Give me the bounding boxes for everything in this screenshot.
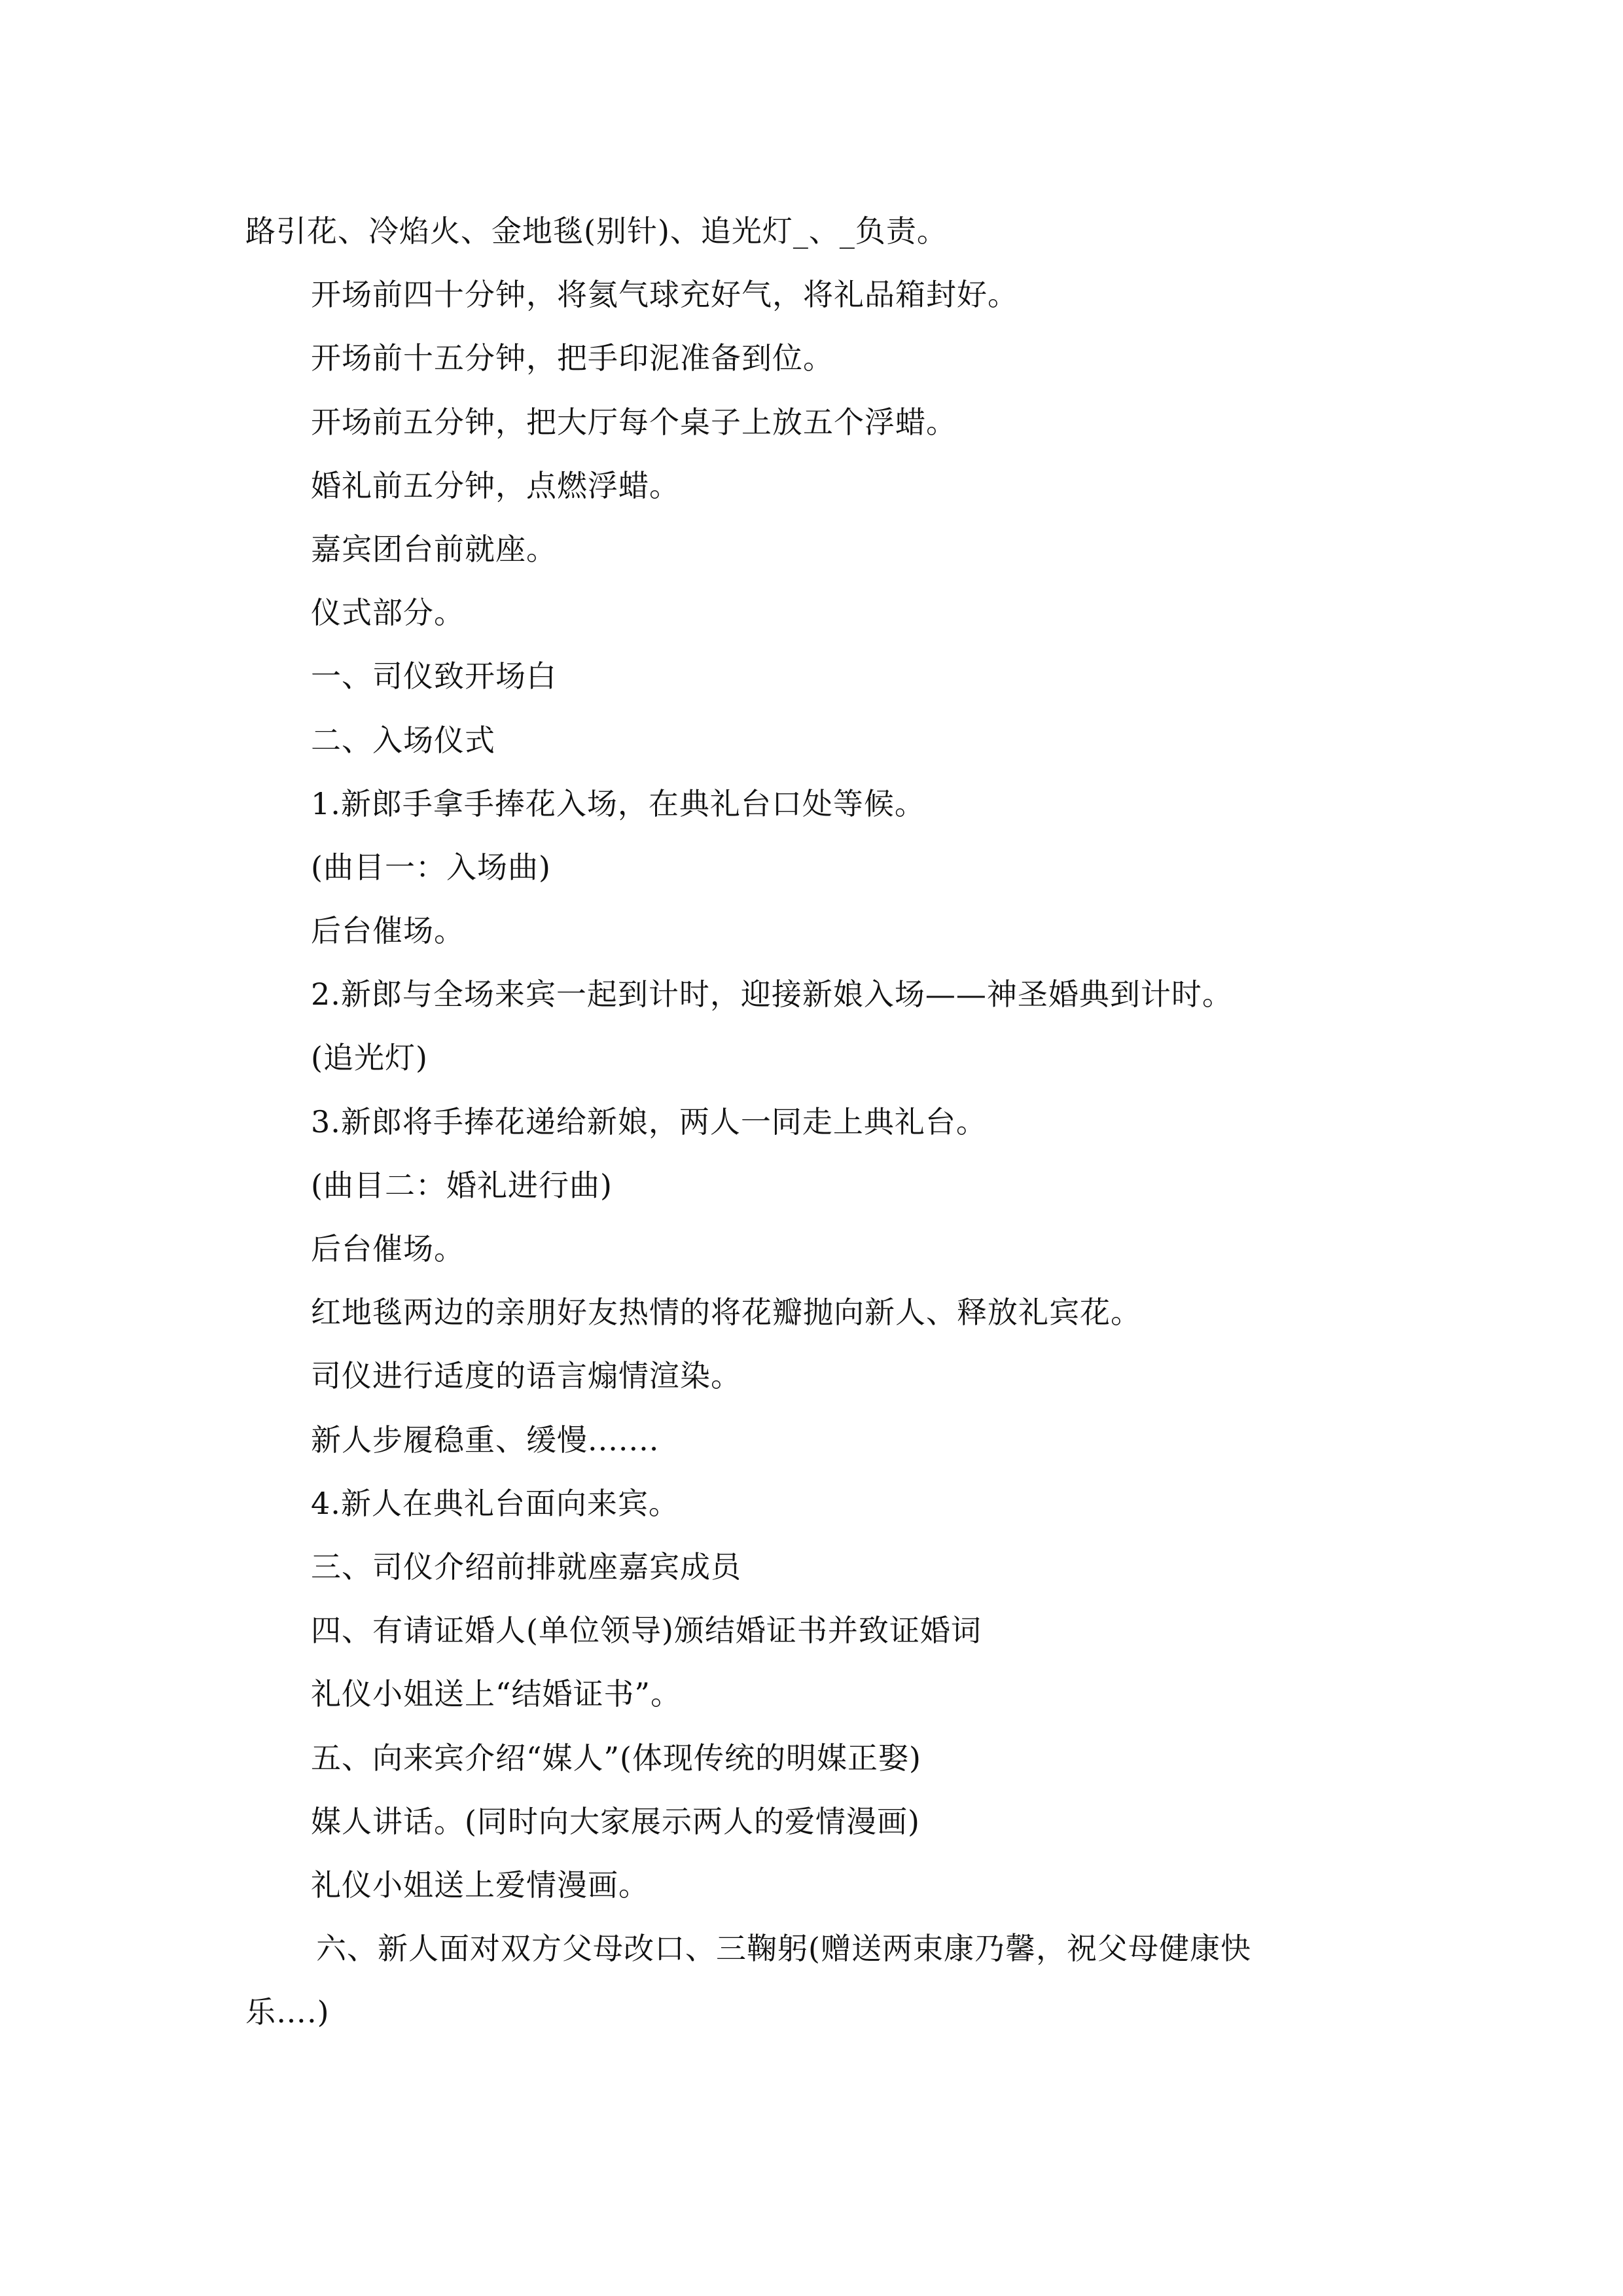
text-line-18: 红地毯两边的亲朋好友热情的将花瓣抛向新人、释放礼宾花。 <box>311 1295 1141 1331</box>
text-line-10: 1.新郎手拿手捧花入场，在典礼台口处等候。 <box>311 785 925 821</box>
text-line-11: (曲目一：入场曲) <box>311 849 551 885</box>
text-line-4: 开场前五分钟，把大厅每个桌子上放五个浮蜡。 <box>311 404 957 440</box>
text-line-16: (曲目二：婚礼进行曲) <box>311 1167 613 1203</box>
text-line-26: 媒人讲话。(同时向大家展示两人的爱情漫画) <box>311 1803 920 1839</box>
text-line-14: (追光灯) <box>311 1040 428 1076</box>
text-line-8: 一、司仪致开场白 <box>311 658 557 694</box>
text-line-1: 路引花、冷焰火、金地毯(别针)、追光灯_、_负责。 <box>245 213 948 249</box>
text-line-12: 后台催场。 <box>311 913 465 949</box>
text-line-28: 六、新人面对双方父母改口、三鞠躬(赠送两束康乃馨，祝父母健康快 <box>316 1931 1251 1967</box>
text-line-9: 二、入场仪式 <box>311 722 495 758</box>
text-line-17: 后台催场。 <box>311 1231 465 1266</box>
text-line-19: 司仪进行适度的语言煽情渲染。 <box>311 1358 741 1394</box>
text-line-27: 礼仪小姐送上爱情漫画。 <box>311 1867 649 1903</box>
text-line-22: 三、司仪介绍前排就座嘉宾成员 <box>311 1549 741 1585</box>
text-line-5: 婚礼前五分钟，点燃浮蜡。 <box>311 467 680 503</box>
text-line-6: 嘉宾团台前就座。 <box>311 531 557 567</box>
text-line-24: 礼仪小姐送上“结婚证书”。 <box>311 1676 682 1712</box>
text-line-21: 4.新人在典礼台面向来宾。 <box>311 1485 679 1521</box>
text-line-20: 新人步履稳重、缓慢....... <box>311 1422 660 1458</box>
document-body <box>245 200 1397 2044</box>
text-line-13: 2.新郎与全场来宾一起到计时，迎接新娘入场——神圣婚典到计时。 <box>311 977 1233 1013</box>
text-line-25: 五、向来宾介绍“媒人”(体现传统的明媒正娶) <box>311 1740 921 1776</box>
text-line-2: 开场前四十分钟，将氦气球充好气，将礼品箱封好。 <box>311 277 1018 313</box>
text-line-7: 仪式部分。 <box>311 595 465 631</box>
text-line-15: 3.新郎将手捧花递给新娘，两人一同走上典礼台。 <box>311 1103 987 1139</box>
text-line-29: 乐….) <box>245 1994 330 2030</box>
text-line-23: 四、有请证婚人(单位领导)颁结婚证书并致证婚词 <box>311 1613 982 1649</box>
text-line-3: 开场前十五分钟，把手印泥准备到位。 <box>311 340 834 376</box>
